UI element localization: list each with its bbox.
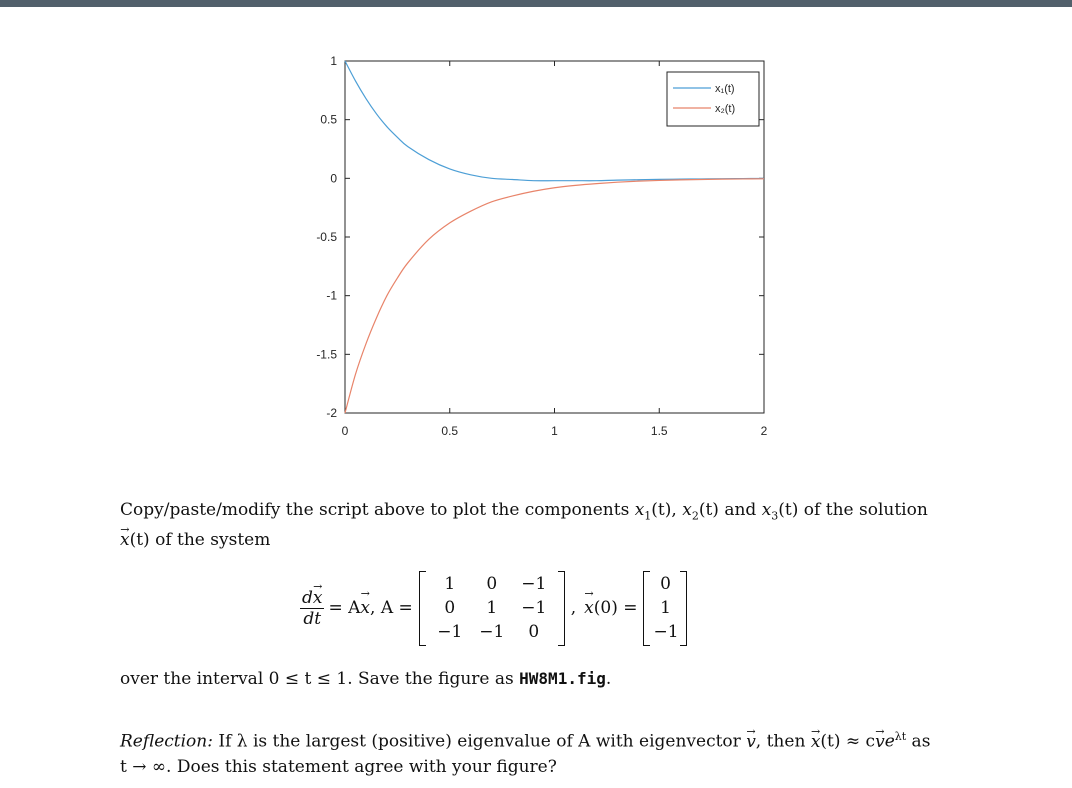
var-x1: x bbox=[634, 500, 645, 520]
reflection-question: t → ∞. Does this statement agree with your figure? bbox=[120, 756, 557, 777]
matrix-A-entry: 1 bbox=[444, 573, 456, 594]
interval-text: over the interval 0 ≤ t ≤ 1. Save the figure as bbox=[120, 669, 520, 689]
x-tick-label: 1 bbox=[551, 424, 558, 438]
initial-vector-entry: 1 bbox=[660, 597, 671, 618]
instruction-text-end: of the solution bbox=[798, 500, 928, 520]
reflection-as: as bbox=[906, 731, 931, 752]
arg-t-2: (t) bbox=[698, 500, 719, 520]
matrix-A-entry: −1 bbox=[479, 621, 505, 642]
y-tick-label: 1 bbox=[330, 54, 337, 68]
reflection-exponent: λt bbox=[894, 730, 907, 743]
matrix-A-entry: −1 bbox=[437, 621, 463, 642]
initial-vector-entry: −1 bbox=[653, 621, 679, 642]
initial-vector-entry: 0 bbox=[660, 573, 671, 594]
matrix-A-entry: 1 bbox=[486, 597, 498, 618]
matrix-A bbox=[419, 571, 565, 646]
instruction-paragraph bbox=[120, 498, 980, 553]
filename: HW8M1.fig bbox=[519, 669, 606, 688]
y-tick-label: 0.5 bbox=[320, 112, 337, 127]
reflection-e: e bbox=[884, 731, 895, 752]
matrix-A-entry: −1 bbox=[521, 597, 547, 618]
y-tick-label: -2 bbox=[326, 406, 337, 420]
legend-label: x₁(t) bbox=[715, 83, 735, 95]
x-tick-label: 0.5 bbox=[441, 424, 459, 438]
series-line bbox=[345, 179, 764, 413]
var-x2: x bbox=[682, 500, 692, 520]
matrix-A-entry: 0 bbox=[486, 573, 498, 594]
reflection-approx: (t) ≈ c bbox=[820, 731, 876, 752]
eq-vector-x: → x bbox=[360, 598, 370, 618]
sub-1: 1 bbox=[644, 509, 652, 523]
y-tick-label: -0.5 bbox=[316, 230, 337, 244]
derivative-fraction: $\frac{d\to x}{dt}$ bbox=[300, 588, 324, 629]
reflection-x: → x bbox=[811, 730, 821, 755]
x-tick-label: 1.5 bbox=[650, 424, 668, 438]
sub-3: 3 bbox=[771, 509, 779, 523]
eigenvector-v: → v bbox=[746, 730, 756, 755]
matrix-A-entry: −1 bbox=[521, 573, 547, 594]
y-tick-label: -1.5 bbox=[316, 347, 337, 362]
initial-label: (0) = bbox=[593, 598, 638, 618]
system-text: (t) of the system bbox=[129, 530, 271, 551]
initial-vector bbox=[643, 571, 687, 646]
reflection-label: Reflection: bbox=[120, 731, 213, 752]
denominator-dt: dt bbox=[303, 608, 322, 629]
y-tick-label: 0 bbox=[330, 171, 337, 186]
matrix-A-entry: 0 bbox=[444, 597, 456, 618]
matrix-A-entry: 0 bbox=[528, 621, 540, 642]
x-tick-label: 2 bbox=[760, 424, 768, 438]
sub-2: 2 bbox=[691, 509, 699, 523]
legend-box bbox=[667, 72, 759, 126]
eq-comma: , bbox=[570, 598, 577, 618]
eq-A-label: , A = bbox=[370, 598, 413, 618]
comma: , bbox=[671, 500, 683, 520]
vector-x: → x bbox=[120, 528, 130, 553]
arg-t-1: (t) bbox=[651, 500, 672, 520]
numerator-x: → x bbox=[313, 588, 323, 608]
reflection-text: If λ is the largest (positive) eigenvalue of A with eigenvector bbox=[212, 731, 747, 752]
y-tick-label: -1 bbox=[326, 288, 337, 303]
reflection-then: , then bbox=[755, 731, 811, 752]
and-text: and bbox=[718, 500, 762, 520]
reflection-paragraph bbox=[120, 724, 980, 780]
eq-equals-A: = A bbox=[328, 598, 361, 618]
reflection-v: → v bbox=[875, 730, 885, 755]
period: . bbox=[605, 669, 612, 689]
arg-t-3: (t) bbox=[778, 500, 799, 520]
legend bbox=[667, 72, 759, 126]
initial-vector-x: → x bbox=[584, 598, 594, 618]
system-equation bbox=[300, 568, 693, 648]
legend-label: x₂(t) bbox=[715, 103, 736, 115]
var-x3: x bbox=[761, 500, 772, 520]
x-tick-label: 0 bbox=[341, 424, 349, 438]
interval-paragraph bbox=[120, 666, 980, 692]
instruction-text: Copy/paste/modify the script above to plot the components bbox=[120, 500, 635, 520]
